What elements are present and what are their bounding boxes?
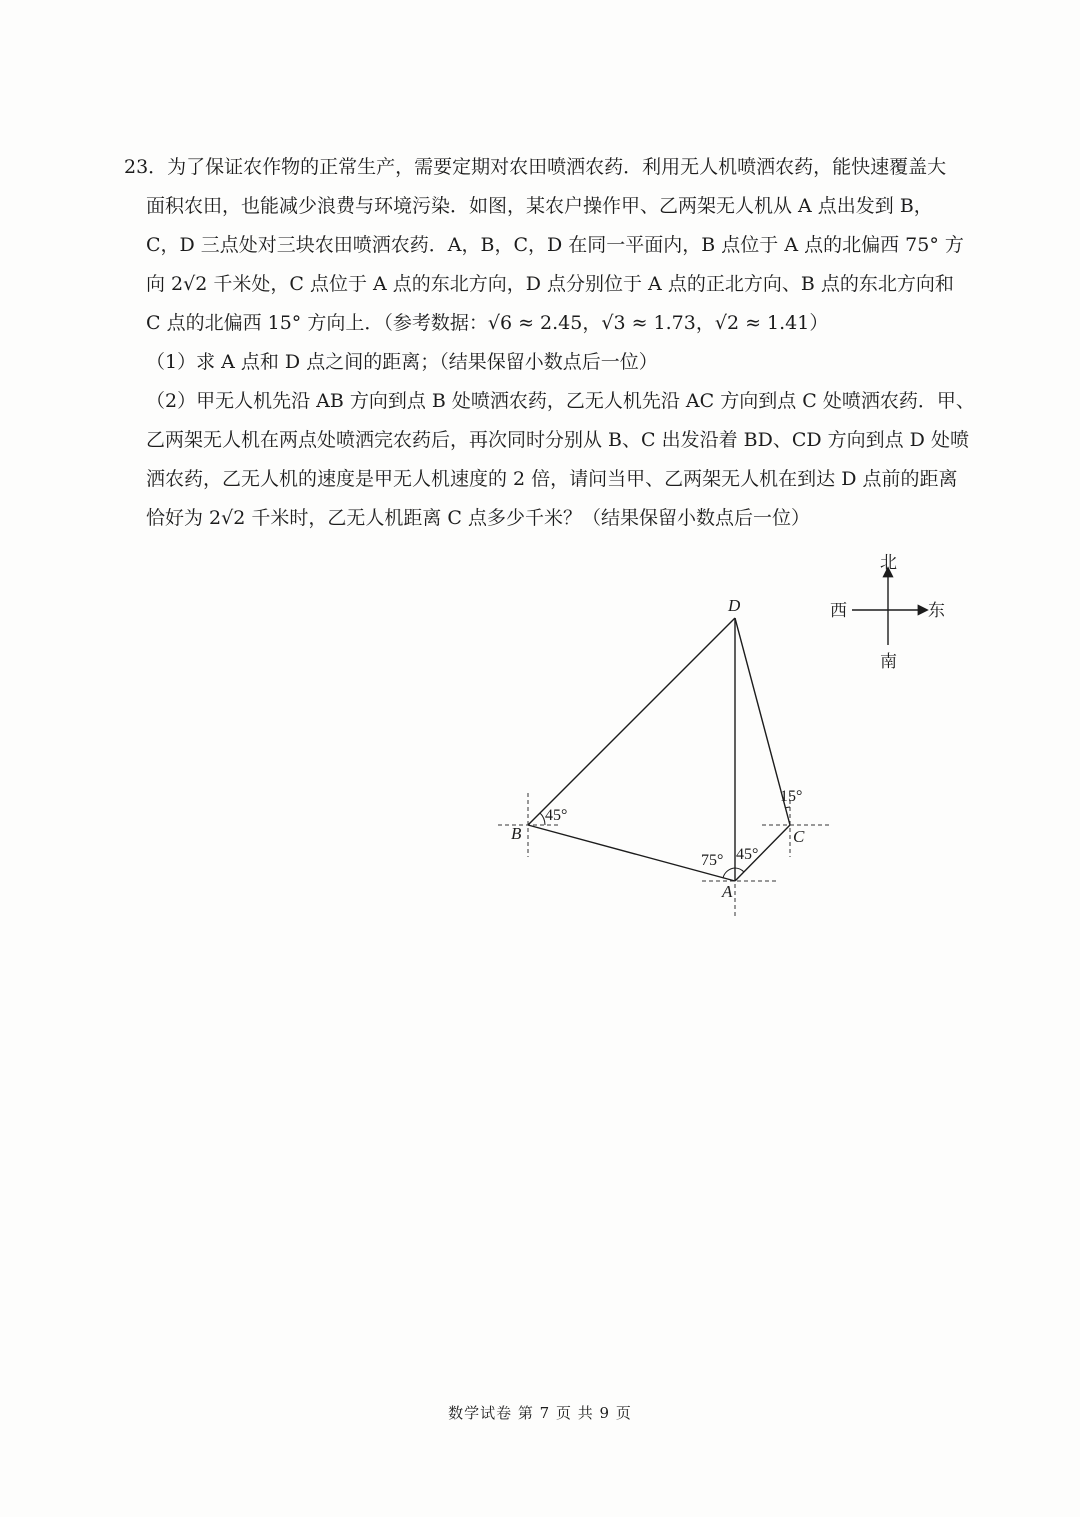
question-line: C 点的北偏西 15° 方向上．（参考数据：√6 ≈ 2.45，√3 ≈ 1.73，√2 ≈ 1.41）: [146, 312, 829, 334]
label-b: B: [511, 824, 522, 843]
label-c: C: [793, 827, 805, 846]
label-a: A: [722, 882, 733, 901]
compass-south-label: 南: [880, 652, 897, 672]
question-line: 洒农药，乙无人机的速度是甲无人机速度的 2 倍，请问当甲、乙两架无人机在到达 D 点前的距离: [146, 468, 958, 490]
subquestion-1: （1）求 A 点和 D 点之间的距离；（结果保留小数点后一位）: [146, 351, 658, 373]
subquestion-2: （2）甲无人机先沿 AB 方向到点 B 处喷洒农药，乙无人机先沿 AC 方向到点 C 处喷洒农药．甲、: [146, 390, 975, 412]
compass-west-label: 西: [830, 601, 847, 621]
compass-north-label: 北: [880, 553, 897, 573]
question-line: 乙两架无人机在两点处喷洒完农药后，再次同时分别从 B、C 出发沿着 BD、CD 方向到点 D 处喷: [146, 429, 969, 451]
compass: [830, 553, 945, 672]
arc-a-right: [735, 868, 744, 872]
angle-c-label: 15°: [780, 788, 803, 805]
angle-b-label: 45°: [545, 807, 568, 824]
page-footer: 数学试卷 第 7 页 共 9 页: [448, 1404, 632, 1422]
question-23: [124, 148, 975, 538]
question-line: 向 2√2 千米处，C 点位于 A 点的东北方向，D 点分别位于 A 点的正北方向、B 点的东北方向和: [146, 273, 954, 295]
label-d: D: [728, 596, 741, 615]
question-line: 23．为了保证农作物的正常生产，需要定期对农田喷洒农药．利用无人机喷洒农药，能快速覆盖大: [124, 156, 947, 178]
figure-edges: [528, 618, 790, 881]
figure-svg: [490, 545, 970, 935]
compass-east-label: 东: [928, 601, 945, 621]
question-line: 面积农田，也能减少浪费与环境污染．如图，某农户操作甲、乙两架无人机从 A 点出发到 B，: [146, 195, 933, 217]
segment-bd: [528, 618, 735, 825]
angle-a-right-label: 45°: [736, 846, 759, 863]
angle-a-left-label: 75°: [701, 852, 724, 869]
question-line: 恰好为 2√2 千米时，乙无人机距离 C 点多少千米？（结果保留小数点后一位）: [146, 507, 810, 529]
arc-a-left: [723, 868, 735, 878]
angle-arcs: [540, 807, 790, 878]
geometry-figure: [490, 545, 970, 935]
question-line: C，D 三点处对三块农田喷洒农药．A，B，C，D 在同一平面内，B 点位于 A 点的北偏西 75° 方: [146, 234, 964, 256]
